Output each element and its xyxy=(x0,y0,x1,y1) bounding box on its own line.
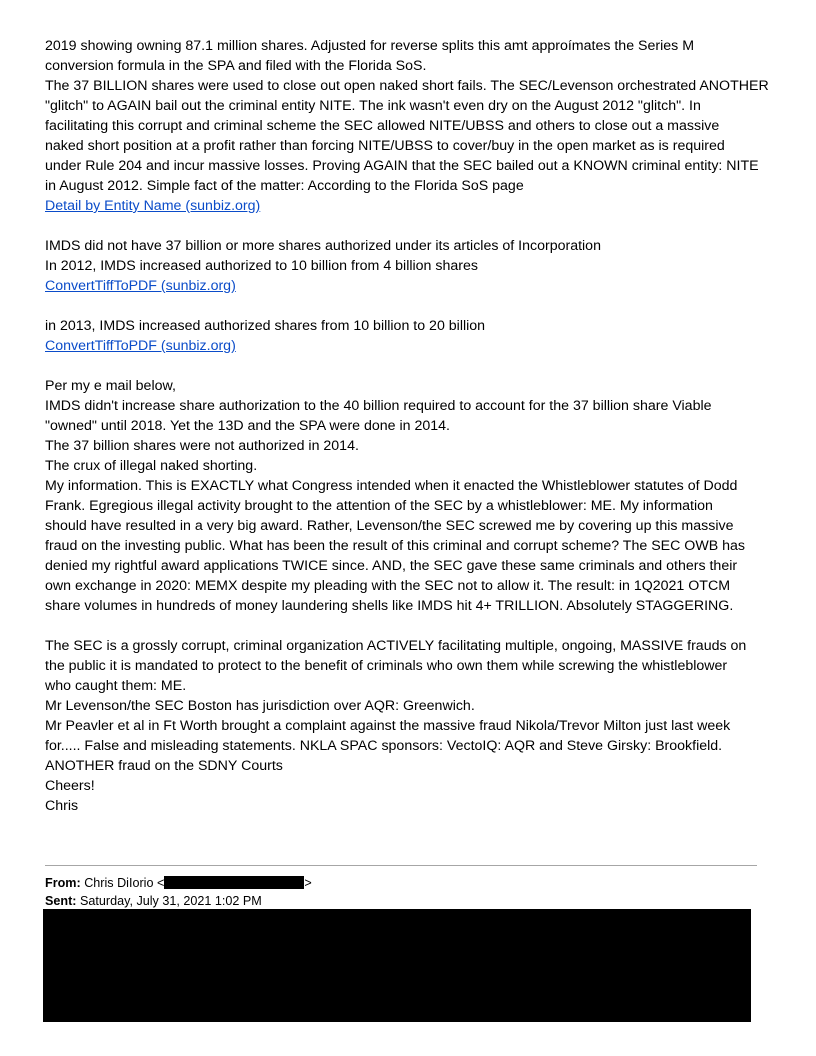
blank-line xyxy=(45,356,775,376)
body-text-line: Cheers! xyxy=(45,778,95,794)
body-text-line: My information. This is EXACTLY what Congress intended when it enacted the Whistleblower statutes of Dodd xyxy=(45,478,738,494)
body-text-line: for..... False and misleading statements. NKLA SPAC sponsors: VectoIQ: AQR and Steve Girsky: Brookfield. xyxy=(45,738,723,754)
body-text-line: The 37 billion shares were not authorized in 2014. xyxy=(45,438,359,454)
body-text-line: share volumes in hundreds of money laundering shells like IMDS hit 4+ TRILLION. Absolutely STAGGERING. xyxy=(45,598,734,614)
body-text-line: Frank. Egregious illegal activity brought to the attention of the SEC by a whistleblower: ME. My information xyxy=(45,498,713,514)
body-text-line: in August 2012. Simple fact of the matter: According to the Florida SoS page xyxy=(45,178,524,194)
body-text-line: The 37 BILLION shares were used to close out open naked short fails. The SEC/Levenson orchestrated ANOTHER xyxy=(45,78,769,94)
body-text-line: naked short position at a profit rather than forcing NITE/UBSS to cover/buy in the open market as is required xyxy=(45,138,725,154)
blank-line xyxy=(45,296,775,316)
redacted-block xyxy=(43,909,751,1022)
sent-label: Sent: xyxy=(45,894,77,908)
body-text-line: facilitating this corrupt and criminal scheme the SEC allowed NITE/UBSS and others to close out a massive xyxy=(45,118,720,134)
body-text-line: denied my rightful award applications TWICE since. AND, the SEC gave these same criminals and others their xyxy=(45,558,738,574)
body-text-line: The SEC is a grossly corrupt, criminal organization ACTIVELY facilitating multiple, ongoing, MASSIVE frauds on xyxy=(45,638,747,654)
sent-row xyxy=(45,892,262,910)
from-label: From: xyxy=(45,876,81,890)
blank-line xyxy=(45,616,775,636)
body-text-line: In 2012, IMDS increased authorized to 10 billion from 4 billion shares xyxy=(45,258,478,274)
body-text-line: Mr Peavler et al in Ft Worth brought a complaint against the massive fraud Nikola/Trevor Milton just last week xyxy=(45,718,731,734)
body-text-line: IMDS did not have 37 billion or more shares authorized under its articles of Incorporation xyxy=(45,238,601,254)
body-text-line: Per my e mail below, xyxy=(45,378,176,394)
body-text-line: Mr Levenson/the SEC Boston has jurisdiction over AQR: Greenwich. xyxy=(45,698,475,714)
hyperlink[interactable]: ConvertTiffToPDF (sunbiz.org) xyxy=(45,278,236,294)
redacted-email-address xyxy=(164,876,304,889)
hyperlink[interactable]: Detail by Entity Name (sunbiz.org) xyxy=(45,198,261,214)
body-text-line: under Rule 204 and incur massive losses. Proving AGAIN that the SEC bailed out a KNOWN criminal entity: NITE xyxy=(45,158,759,174)
body-text-line: "glitch" to AGAIN bail out the criminal entity NITE. The ink wasn't even dry on the August 2012 "glitch". In xyxy=(45,98,701,114)
body-text-line: who caught them: ME. xyxy=(45,678,187,694)
body-text-line: own exchange in 2020: MEMX despite my pleading with the SEC not to allow it. The result: in 1Q2021 OTCM xyxy=(45,578,731,594)
sent-value: Saturday, July 31, 2021 1:02 PM xyxy=(79,894,262,908)
from-close: > xyxy=(304,876,312,890)
body-text-line: ANOTHER fraud on the SDNY Courts xyxy=(45,758,283,774)
body-text-line: should have resulted in a very big award. Rather, Levenson/the SEC screwed me by covering up this massive xyxy=(45,518,734,534)
header-divider xyxy=(45,865,757,866)
from-row xyxy=(45,874,312,892)
body-text-line: in 2013, IMDS increased authorized shares from 10 billion to 20 billion xyxy=(45,318,486,334)
body-text-line: fraud on the investing public. What has been the result of this criminal and corrupt scheme? The SEC OWB has xyxy=(45,538,746,554)
body-text-line: The crux of illegal naked shorting. xyxy=(45,458,258,474)
body-text-line: 2019 showing owning 87.1 million shares. Adjusted for reverse splits this amt approímates the Series M xyxy=(45,38,695,54)
email-body xyxy=(45,36,775,816)
body-text-line: conversion formula in the SPA and filed with the Florida SoS. xyxy=(45,58,427,74)
link-line xyxy=(45,336,775,356)
hyperlink[interactable]: ConvertTiffToPDF (sunbiz.org) xyxy=(45,338,236,354)
body-text-line: Chris xyxy=(45,798,79,814)
from-name: Chris DiIorio < xyxy=(84,876,165,890)
body-text-line: the public it is mandated to protect to the benefit of criminals who own them while screwing the whistleblower xyxy=(45,658,728,674)
link-line xyxy=(45,196,775,216)
body-text-line: "owned" until 2018. Yet the 13D and the SPA were done in 2014. xyxy=(45,418,450,434)
body-text-line: IMDS didn't increase share authorization to the 40 billion required to account for the 37 billion share Viable xyxy=(45,398,712,414)
link-line xyxy=(45,276,775,296)
blank-line xyxy=(45,216,775,236)
